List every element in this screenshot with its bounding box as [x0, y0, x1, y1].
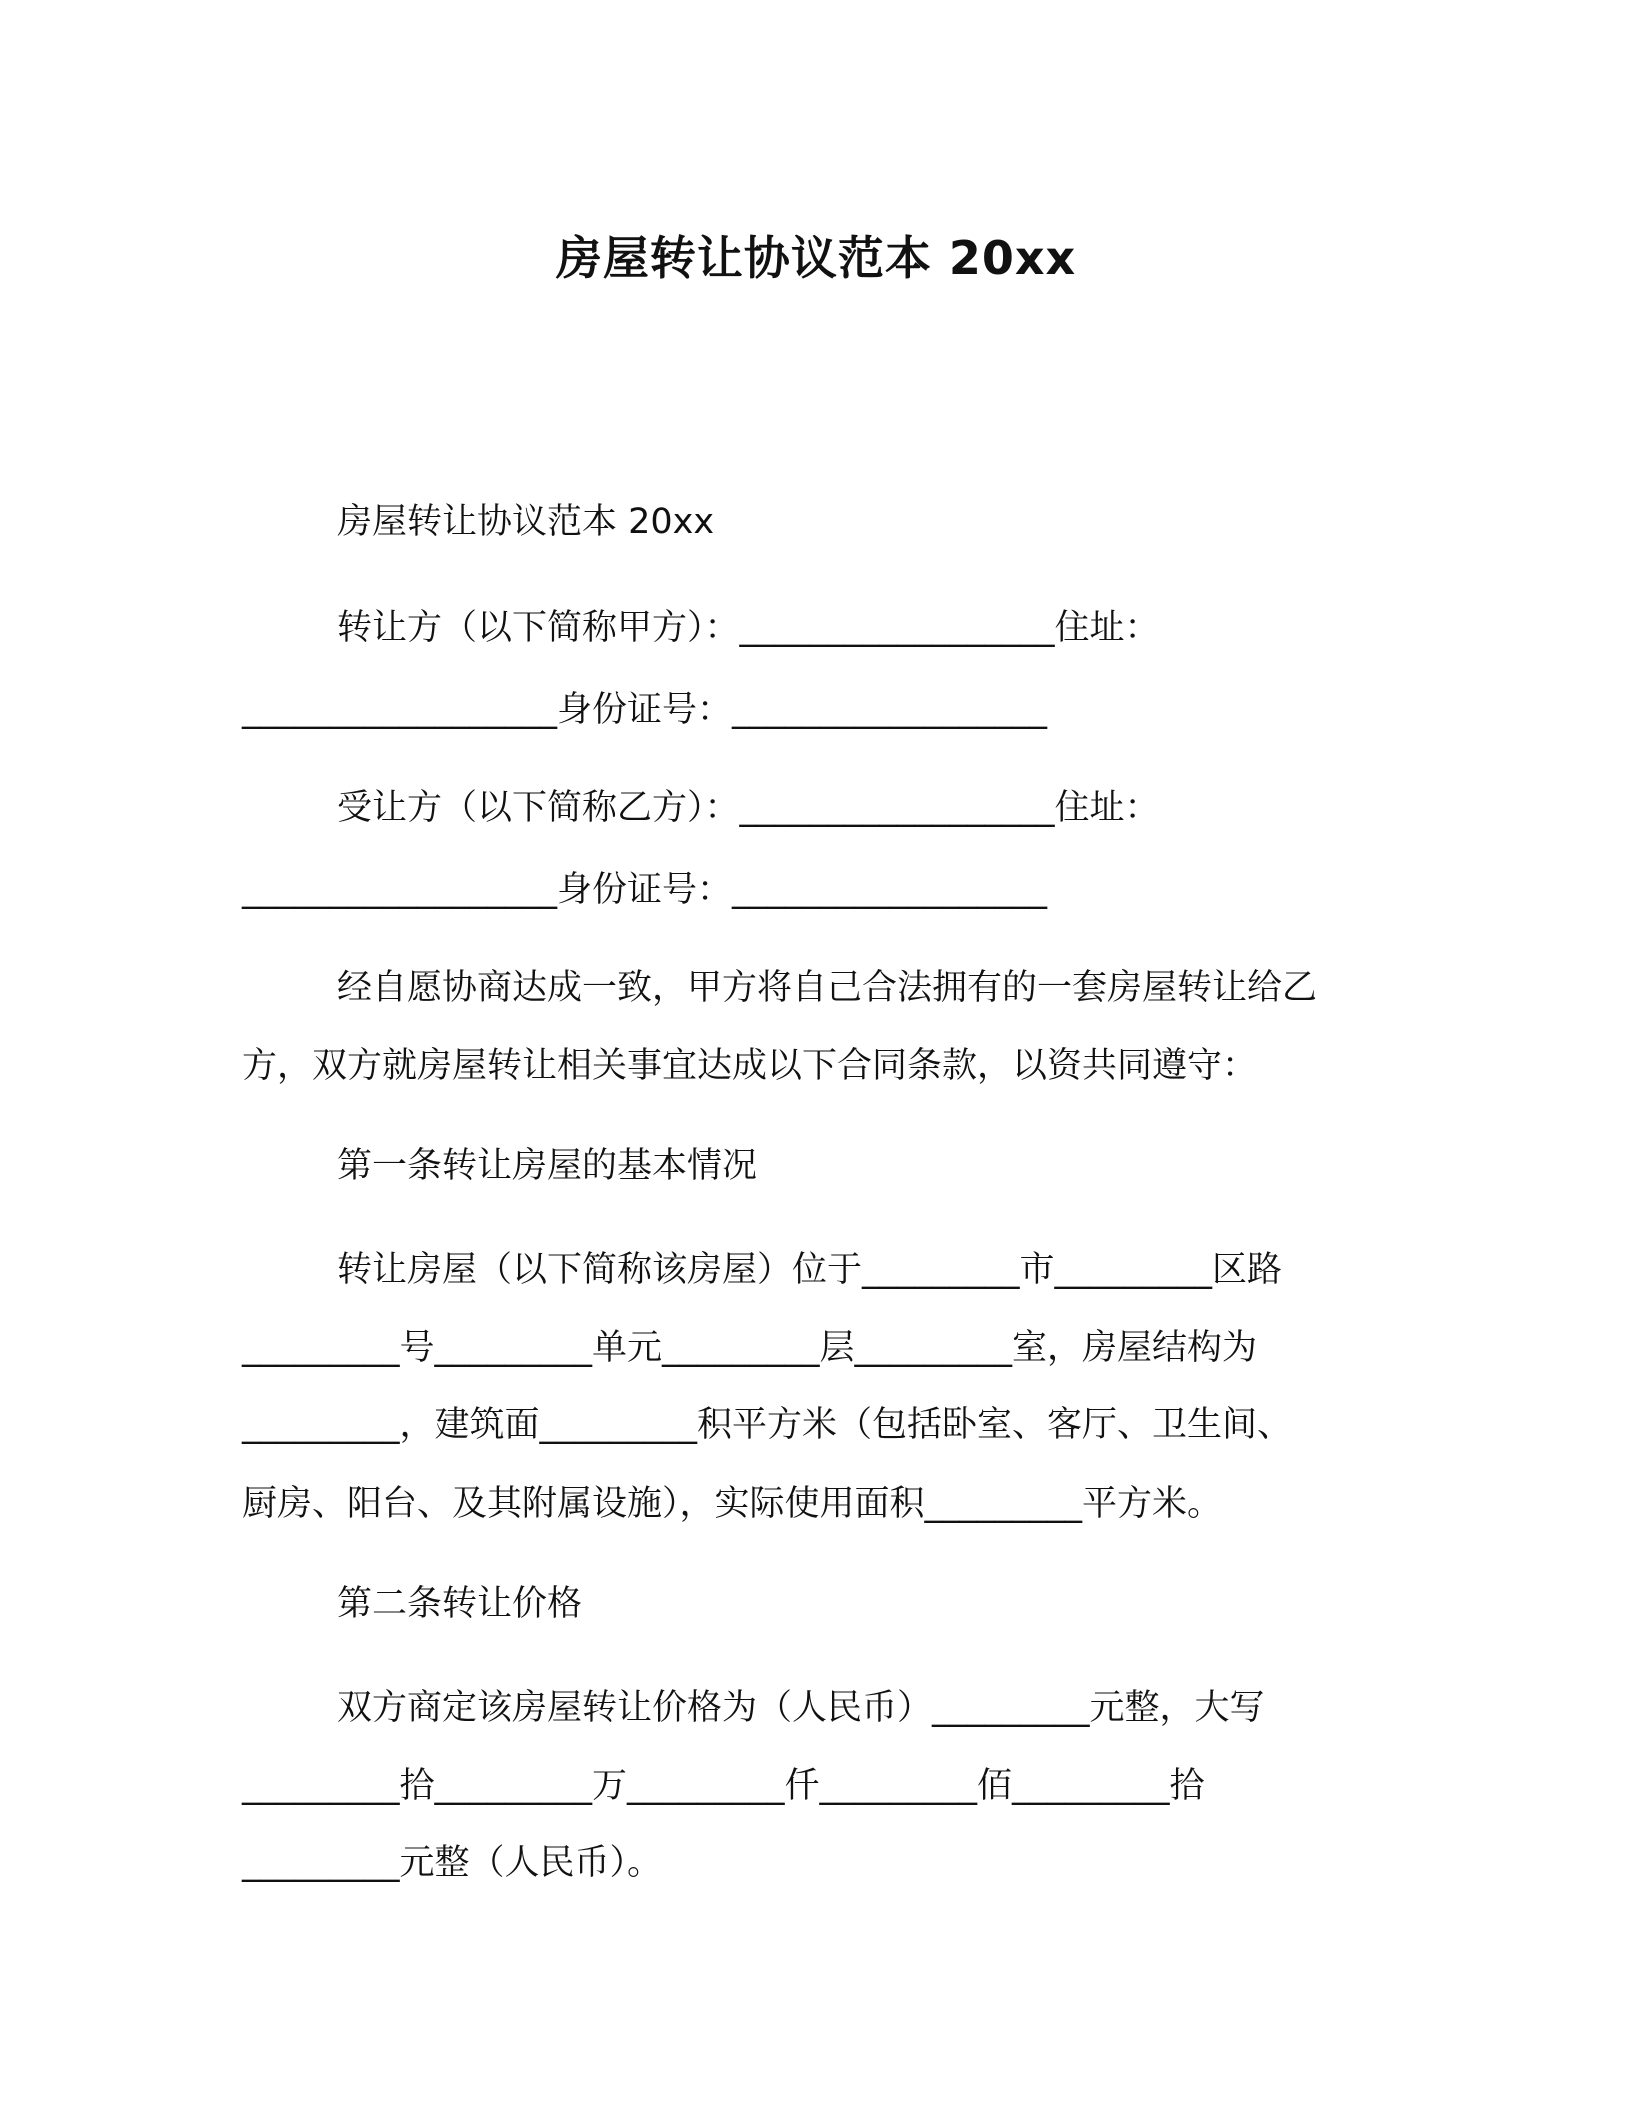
paragraph-line: 方，双方就房屋转让相关事宜达成以下合同条款，以资共同遵守：: [242, 1046, 1258, 1086]
page-title: 房屋转让协议范本 20xx: [555, 231, 1077, 285]
paragraph-line: __________________身份证号：__________________: [242, 690, 1048, 730]
paragraph-line: 受让方（以下简称乙方）：__________________住址：: [337, 788, 1160, 828]
paragraph-line: 转让方（以下简称甲方）：__________________住址：: [337, 608, 1160, 648]
paragraph-line: _________拾_________万_________仟_________佰_________拾: [242, 1766, 1205, 1806]
paragraph-line: 转让房屋（以下简称该房屋）位于_________市_________区路: [337, 1250, 1283, 1290]
paragraph-line: 经自愿协商达成一致，甲方将自己合法拥有的一套房屋转让给乙: [337, 968, 1318, 1008]
paragraph-line: _________号_________单元_________层_________室，房屋结构为: [242, 1328, 1258, 1368]
paragraph-line: _________元整（人民币）。: [242, 1843, 663, 1883]
paragraph-line: __________________身份证号：__________________: [242, 870, 1048, 910]
section-heading: 第一条转让房屋的基本情况: [337, 1146, 758, 1186]
subtitle: 房屋转让协议范本 20xx: [337, 502, 715, 542]
paragraph-line: 双方商定该房屋转让价格为（人民币）_________元整，大写: [337, 1688, 1265, 1728]
section-heading: 第二条转让价格: [337, 1584, 583, 1624]
paragraph-line: _________，建筑面_________积平方米（包括卧室、客厅、卫生间、: [242, 1405, 1293, 1445]
paragraph-line: 厨房、阳台、及其附属设施），实际使用面积_________平方米。: [242, 1484, 1223, 1524]
